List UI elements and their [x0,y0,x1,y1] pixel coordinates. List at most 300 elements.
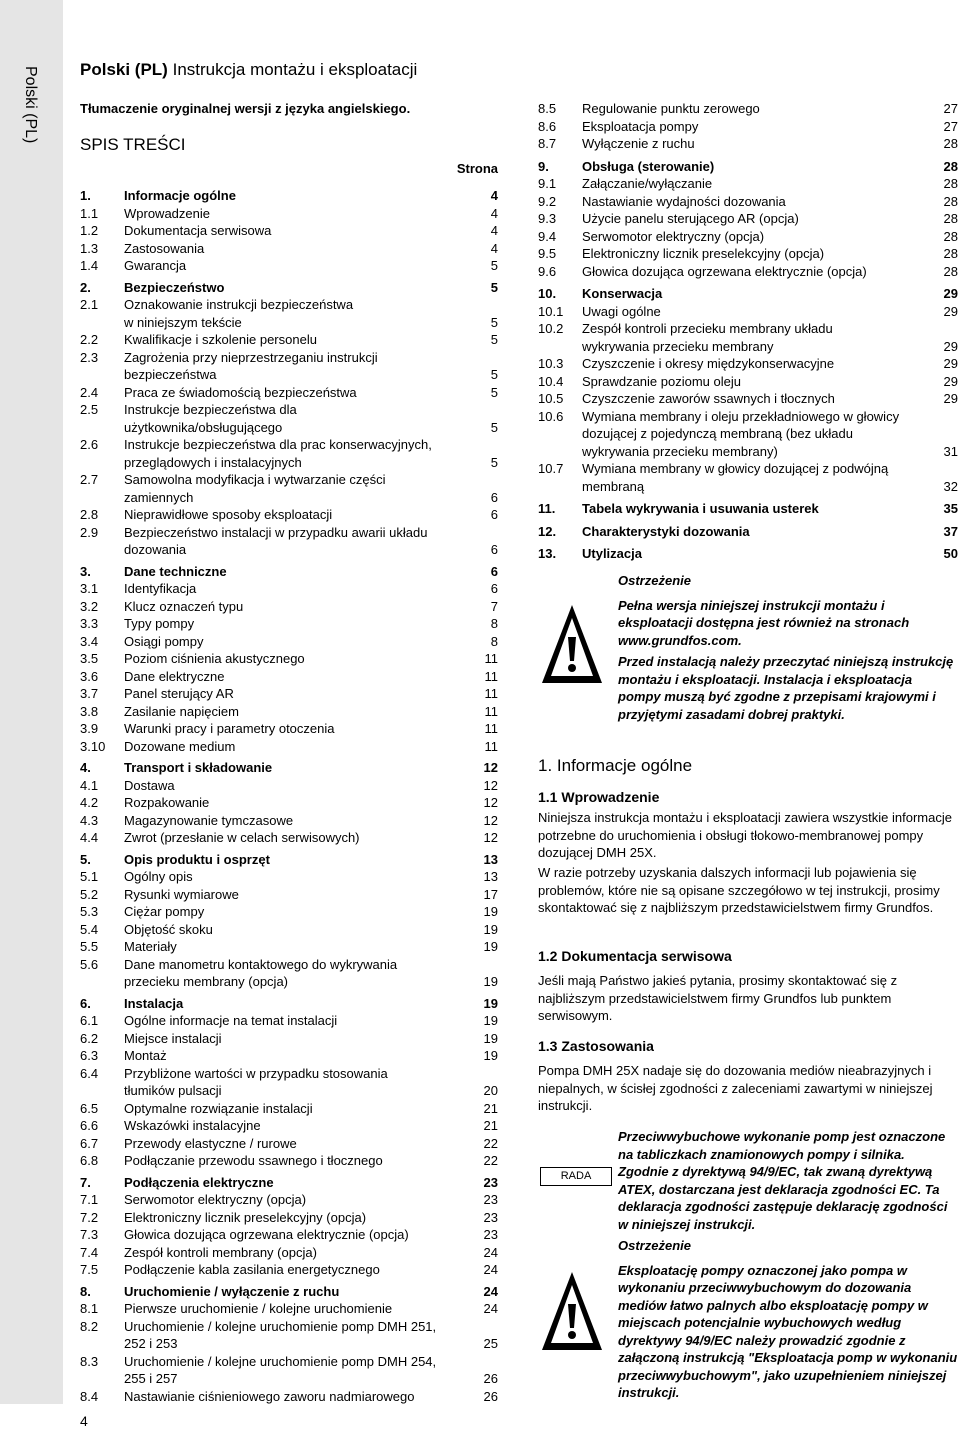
toc-entry-title: Typy pompy [124,616,195,631]
toc-entry-number: 9.3 [538,211,557,226]
toc-entry-number: 3. [80,563,91,579]
toc-entry-number: 12. [538,523,557,539]
toc-entry-page: 37 [943,523,958,539]
toc-entry-number: 6. [80,995,91,1011]
toc-entry-title: Rysunki wymiarowe [124,886,239,902]
toc-entry-page: 29 [943,286,958,301]
toc-entry-page: 11 [484,738,498,754]
toc-entry-number: 9.5 [538,246,557,261]
toc-entry-title: Instrukcje bezpieczeństwa dla użytkownika/obsługującego [124,402,297,435]
toc-entry-number: 9.6 [538,263,557,279]
toc-entry-page: 5 [490,332,498,347]
toc-entry-page: 11 [484,721,498,736]
toc-entry [80,580,498,598]
toc-entry-number: 3.6 [80,668,99,684]
toc-entry-number: 8.7 [538,136,557,151]
toc-entry-title: Eksploatacja pompy [582,118,699,134]
toc-entry-page: 5 [490,384,498,400]
toc-entry-title: Montaż [124,1048,167,1063]
toc-entry-number: 9.2 [538,193,557,209]
toc-entry-page: 12 [483,777,498,793]
toc-entry-title: Instrukcje bezpieczeństwa dla prac konserwacyjnych, przeglądowych i instalacyjnych [124,437,432,470]
toc-entry [80,1388,498,1406]
toc-entry-page: 11 [484,668,498,684]
toc-entry [80,222,498,240]
toc-entry [538,175,958,193]
toc-entry-page: 19 [483,1013,498,1028]
toc-entry-title: Informacje ogólne [124,188,236,203]
toc-entry-page: 29 [943,373,958,389]
toc-entry [80,349,498,384]
warning-label: Ostrzeżenie [618,573,691,588]
toc-entry-title: Serwomotor elektryczny (opcja) [124,1192,307,1207]
toc-entry [80,1012,498,1030]
toc-entry [538,373,958,391]
toc-entry-page: 35 [943,501,958,516]
toc-entry-title: Uruchomienie / kolejne uruchomienie pomp DMH 254, 255 i 257 [124,1353,437,1386]
toc-entry [80,1065,498,1100]
toc-entry [80,738,498,756]
toc-entry-number: 1.3 [80,240,99,256]
toc-section-entry [80,1283,498,1301]
toc-entry-number: 2. [80,279,91,295]
toc-entry-page: 12 [483,760,498,775]
toc-entry [80,703,498,721]
paragraph: Pompa DMH 25X nadaje się do dozowania mediów nieabrazyjnych i niepalnych, w ścisłej zgodności z zaleceniami zawartymi w niniejszej instrukcji. [538,1063,933,1113]
toc-entry-title: Wymiana membrany w głowicy dozującej z podwójną membraną [582,461,889,494]
toc-entry-title: Czyszczenie i okresy międzykonserwacyjne [582,356,835,371]
toc-entry-page: 24 [483,1244,498,1260]
toc-entry-title: Obsługa (sterowanie) [582,158,715,174]
toc-entry-number: 3.8 [80,703,99,719]
toc-entry [80,1353,498,1388]
toc-entry-title: Zagrożenia przy nieprzestrzeganiu instrukcji bezpieczeństwa [124,349,378,382]
toc-entry-title: Serwomotor elektryczny (opcja) [582,228,765,244]
toc-entry-page: 28 [943,176,958,191]
toc-entry-number: 11. [538,501,556,516]
toc-title: SPIS TREŚCI [80,135,186,154]
toc-entry [538,135,958,153]
toc-entry-page: 23 [483,1174,498,1190]
toc-entry-title: Instalacja [124,995,184,1011]
toc-entry-number: 2.2 [80,332,99,347]
section-heading: 1. Informacje ogólne [538,756,693,775]
warning-triangle-icon [540,1270,604,1352]
toc-entry-number: 6.8 [80,1153,99,1168]
toc-entry-title: Podłączanie przewodu ssawnego i tłocznego [124,1153,383,1168]
toc-entry-number: 7.1 [80,1192,99,1207]
toc-entry-page: 28 [943,211,958,226]
toc-entry-page: 29 [943,391,958,406]
toc-section-entry [80,759,498,777]
toc-entry-page: 23 [483,1227,498,1242]
toc-entry-title: Samowolna modyfikacja i wytwarzanie części zamiennych [124,472,386,505]
toc-entry-title: Kwalifikacje i szkolenie personelu [124,332,317,347]
toc-entry [80,921,498,939]
toc-entry [80,1117,498,1135]
toc-entry-title: Ogólne informacje na temat instalacji [124,1013,338,1028]
toc-entry-page: 5 [490,279,498,295]
toc-entry-title: Załączanie/wyłączanie [582,176,713,191]
toc-entry-page: 5 [490,314,498,330]
toc-entry-page: 19 [483,904,498,919]
toc-entry-title: Uwagi ogólne [582,303,661,319]
toc-entry-title: Optymalne rozwiązanie instalacji [124,1100,313,1116]
toc-entry-title: Utylizacja [582,546,642,561]
toc-entry [80,1244,498,1262]
toc-entry-title: Praca ze świadomością bezpieczeństwa [124,384,357,400]
toc-entry [80,471,498,506]
toc-left-column [80,183,498,1405]
toc-entry [538,263,958,281]
toc-entry-number: 2.4 [80,384,99,400]
toc-entry-title: Oznakowanie instrukcji bezpieczeństwa w niniejszym tekście [124,297,354,330]
toc-entry [538,408,958,461]
toc-entry-page: 11 [484,686,498,701]
toc-entry-number: 10.3 [538,356,564,371]
toc-entry [80,296,498,331]
toc-entry-page: 28 [943,158,958,174]
toc-entry [538,100,958,118]
toc-entry [80,650,498,668]
paragraph: W razie potrzeby uzyskania dalszych informacji lub pojawienia się problemów, które nie są opisane szczegółowo w tej instrukcji, prosimy skontaktować się z najbliższym przedstawicielstwem firmy Grundfos. [538,865,940,915]
toc-entry-title: Nieprawidłowe sposoby eksploatacji [124,507,333,522]
toc-entry-number: 3.10 [80,738,106,754]
toc-entry-title: Czyszczenie zaworów ssawnych i tłocznych [582,391,835,406]
toc-entry [538,303,958,321]
toc-entry [80,598,498,616]
toc-entry-number: 5.1 [80,869,99,884]
paragraph: Jeśli mają Państwo jakieś pytania, prosimy skontaktować się z najbliższym przedstawicielstwem firmy Grundfos lub punktem serwisowym. [538,973,898,1023]
toc-entry-number: 4.1 [80,777,99,793]
warning-block-1 [618,572,958,723]
toc-entry-number: 6.1 [80,1013,99,1028]
toc-entry-title: Wprowadzenie [124,205,210,221]
toc-entry-page: 4 [490,240,498,256]
toc-entry-number: 2.9 [80,524,99,540]
toc-entry-title: Wyłączenie z ruchu [582,136,695,151]
toc-entry-number: 3.3 [80,616,99,631]
toc-entry-title: Wymiana membrany i oleju przekładniowego w głowicy dozującej z pojedynczą membraną (bez układu wykrywania przecieku membrany) [582,408,900,459]
toc-entry-number: 8.1 [80,1301,99,1316]
toc-entry-title: Podłączenia elektryczne [124,1174,274,1190]
toc-entry-title: Dane elektryczne [124,668,225,684]
toc-entry-number: 10.1 [538,303,564,319]
toc-right-column [538,100,958,563]
toc-entry-page: 28 [943,263,958,279]
toc-entry-title: Zespół kontroli przecieku membrany układu wykrywania przecieku membrany [582,321,833,354]
toc-entry-number: 7.2 [80,1209,99,1225]
toc-entry-number: 8. [80,1283,91,1299]
toc-entry [538,245,958,263]
toc-entry-number: 2.5 [80,402,99,417]
toc-entry [80,524,498,559]
toc-entry-title: Opis produktu i osprzęt [124,851,270,867]
toc-entry [80,401,498,436]
toc-entry-title: Objętość skoku [124,921,213,937]
toc-entry-title: Głowica dozująca ogrzewana elektrycznie (opcja) [582,263,867,279]
toc-entry-title: Klucz oznaczeń typu [124,598,244,614]
toc-entry-title: Elektroniczny licznik preselekcyjny (opcja) [124,1209,367,1225]
toc-entry-number: 5.3 [80,904,99,919]
rada-label: RADA [540,1167,612,1186]
toc-entry-page: 23 [483,1192,498,1207]
toc-entry [80,1152,498,1170]
toc-entry [80,257,498,275]
toc-entry-number: 10.7 [538,461,564,476]
toc-entry-page: 24 [483,1262,498,1277]
toc-entry [80,331,498,349]
toc-entry-title: Głowica dozująca ogrzewana elektrycznie (opcja) [124,1227,409,1242]
toc-entry-number: 6.7 [80,1135,99,1151]
toc-entry-title: Materiały [124,939,177,954]
toc-entry-number: 3.9 [80,721,99,736]
toc-entry-page: 25 [483,1336,498,1351]
toc-entry [80,436,498,471]
toc-entry-page: 8 [490,633,498,649]
translation-note: Tłumaczenie oryginalnej wersji z języka angielskiego. [80,101,411,116]
toc-entry-title: Uruchomienie / wyłączenie z ruchu [124,1283,340,1299]
subsection-heading: 1.1 Wprowadzenie [538,789,660,805]
toc-entry [538,118,958,136]
toc-entry-number: 3.1 [80,581,99,596]
toc-entry-page: 29 [943,356,958,371]
toc-entry-page: 19 [483,921,498,937]
toc-entry-page: 4 [490,223,498,238]
toc-entry-title: Wskazówki instalacyjne [124,1118,261,1133]
toc-section-entry [80,563,498,581]
toc-entry-title: Tabela wykrywania i usuwania usterek [582,501,819,516]
side-tab-label: Polski (PL) [22,66,39,144]
header-title: Instrukcja montażu i eksploatacji [172,60,418,79]
toc-section-entry [80,187,498,205]
toc-entry-page: 27 [943,118,958,134]
toc-entry-number: 10.4 [538,373,564,389]
toc-entry-page: 29 [943,338,958,354]
toc-entry-page: 8 [490,616,498,631]
toc-entry-title: Dokumentacja serwisowa [124,223,272,238]
warning-text: Przed instalacją należy przeczytać niniejszą instrukcję montażu i eksploatacji. Instalacja i eksploatacja pompy muszą być zgodne z przepisami krajowymi i przyjętymi zasadami dobrej praktyki. [618,654,954,722]
toc-entry-title: Transport i składowanie [124,760,273,775]
toc-entry-title: Ciężar pompy [124,904,205,919]
toc-entry [80,205,498,223]
toc-entry [80,685,498,703]
toc-entry-title: Nastawianie wydajności dozowania [582,193,786,209]
toc-entry-title: Użycie panelu sterującego AR (opcja) [582,211,799,226]
toc-entry-page: 27 [943,101,958,116]
toc-entry-number: 1.2 [80,223,99,238]
toc-entry [538,460,958,495]
toc-entry [538,193,958,211]
toc-entry [80,903,498,921]
toc-entry-title: Magazynowanie tymczasowe [124,812,294,828]
toc-entry-page: 11 [484,703,498,719]
toc-entry-title: Zwrot (przesłanie w celach serwisowych) [124,830,360,845]
page-column-label: Strona [456,161,498,176]
rada-text: Przeciwwybuchowe wykonanie pomp jest oznaczone na tabliczkach znamionowych pompy i silnika. Zgodnie z dyrektywą 94/9/EC, tak zwaną dyrektywą ATEX, dostarczana jest deklaracja zgodności EC. Ta deklaracja zgodności zastępuje deklarację zgodności w niniejszej instrukcji. [618,1129,948,1232]
toc-entry-page: 6 [490,563,498,579]
toc-entry-title: Identyfikacja [124,581,197,596]
toc-entry [80,886,498,904]
toc-entry-title: Pierwsze uruchomienie / kolejne uruchomienie [124,1301,393,1316]
toc-entry [80,1191,498,1209]
toc-entry-title: Gwarancja [124,258,187,273]
toc-entry-page: 19 [483,1048,498,1063]
toc-entry [80,794,498,812]
toc-entry-title: Charakterystyki dozowania [582,523,750,539]
toc-entry-page: 6 [490,507,498,522]
toc-entry-page: 28 [943,228,958,244]
language-side-tab [0,0,63,1404]
toc-entry [80,1318,498,1353]
toc-entry-number: 6.6 [80,1118,99,1133]
toc-entry-page: 5 [490,367,498,382]
toc-section-entry [80,851,498,869]
toc-entry-page: 13 [483,869,498,884]
toc-entry [80,384,498,402]
toc-section-entry [538,158,958,176]
toc-section-entry [80,995,498,1013]
toc-entry-number: 9.4 [538,228,557,244]
toc-entry-number: 3.2 [80,598,99,614]
toc-entry [538,320,958,355]
toc-entry-number: 2.7 [80,472,99,487]
toc-entry-page: 28 [943,136,958,151]
toc-entry-number: 6.4 [80,1065,99,1081]
toc-entry-title: Uruchomienie / kolejne uruchomienie pomp DMH 251, 252 i 253 [124,1318,437,1351]
warning-text: Eksploatację pompy oznaczonej jako pompa w wykonaniu przeciwwybuchowym do dozowania mediów łatwo palnych albo eksploatację pompy w miejscach potencjalnie wybuchowych według dyrektywy 94/9/EC należy prowadzić zgodnie z załączoną instrukcją "Eksploatacja pomp w wykonaniu przeciwwybuchowym", jako uzupełnieniem niniejszej instrukcji. [618,1262,958,1400]
toc-entry-title: Zastosowania [124,240,205,256]
toc-entry-number: 10.2 [538,321,564,336]
paragraph: Niniejsza instrukcja montażu i eksploatacji zawiera wszystkie informacje potrzebne do uruchomienia i obsługi tłokowo-membranowej pompy dozującej DMH 25X. [538,810,952,860]
toc-entry-title: Regulowanie punktu zerowego [582,101,760,116]
warning-block-2 [618,1237,958,1402]
toc-entry-number: 5.6 [80,956,99,972]
toc-entry-title: Panel sterujący AR [124,686,234,701]
toc-entry [80,829,498,847]
toc-entry-number: 2.6 [80,437,99,452]
toc-entry-page: 26 [483,1371,498,1386]
toc-entry-page: 13 [483,851,498,867]
toc-entry-title: Osiągi pompy [124,633,204,649]
toc-entry [80,720,498,738]
toc-entry-page: 5 [490,258,498,273]
toc-entry-number: 2.8 [80,507,99,522]
toc-entry [80,615,498,633]
toc-entry-page: 5 [490,454,498,470]
toc-entry-title: Bezpieczeństwo [124,279,225,295]
toc-section-entry [538,523,958,541]
toc-entry-title: Dozowane medium [124,738,236,754]
toc-entry [80,868,498,886]
page-number: 4 [80,1413,88,1429]
toc-entry-number: 1. [80,188,91,203]
toc-entry [80,1135,498,1153]
toc-entry-page: 26 [483,1388,498,1404]
toc-entry-number: 2.1 [80,297,99,312]
toc-entry-page: 19 [483,995,498,1011]
toc-entry-number: 1.4 [80,258,99,273]
toc-entry-title: Warunki pracy i parametry otoczenia [124,721,335,736]
toc-entry-title: Zasilanie napięciem [124,703,239,719]
toc-entry-title: Przewody elastyczne / rurowe [124,1135,297,1151]
toc-entry-page: 23 [483,1209,498,1225]
toc-entry [538,390,958,408]
toc-entry-number: 10.6 [538,408,564,424]
toc-section-entry [538,500,958,518]
toc-entry-title: Bezpieczeństwo instalacji w przypadku awarii układu dozowania [124,524,428,557]
toc-entry [80,1300,498,1318]
toc-entry-number: 6.5 [80,1100,99,1116]
toc-entry-title: Konserwacja [582,286,663,301]
toc-entry-page: 32 [943,478,958,494]
toc-entry-number: 3.5 [80,651,99,666]
subsection-heading: 1.2 Dokumentacja serwisowa [538,948,732,964]
toc-entry-page: 22 [483,1153,498,1168]
toc-entry-page: 12 [483,812,498,828]
toc-entry-number: 5.2 [80,886,99,902]
toc-entry-number: 5.5 [80,939,99,954]
toc-entry-number: 7. [80,1174,91,1190]
toc-entry-number: 4.2 [80,795,99,810]
toc-entry [538,355,958,373]
toc-entry [80,506,498,524]
toc-entry-page: 31 [943,443,958,459]
toc-entry-title: Dostawa [124,777,175,793]
toc-entry-number: 10. [538,286,557,301]
toc-entry-title: Zespół kontroli membrany (opcja) [124,1244,317,1260]
toc-entry-number: 9.1 [538,176,557,191]
toc-entry-title: Przybliżone wartości w przypadku stosowania tłumików pulsacji [124,1065,388,1098]
toc-section-entry [80,279,498,297]
toc-entry-title: Podłączenie kabla zasilania energetycznego [124,1262,380,1277]
toc-entry [80,633,498,651]
toc-entry-page: 17 [483,886,498,902]
toc-entry-number: 8.6 [538,118,557,134]
toc-entry-title: Dane manometru kontaktowego do wykrywania przecieku membrany (opcja) [124,956,398,989]
toc-entry-number: 8.5 [538,101,557,116]
warning-triangle-icon [540,603,604,685]
toc-section-entry [538,285,958,303]
toc-entry-page: 22 [483,1135,498,1151]
toc-entry-page: 12 [483,795,498,810]
header-language: Polski (PL) [80,60,168,79]
toc-entry [538,228,958,246]
toc-entry-number: 7.5 [80,1262,99,1277]
toc-entry-number: 2.3 [80,349,99,365]
toc-entry-page: 12 [483,830,498,845]
toc-entry-title: Rozpakowanie [124,795,210,810]
toc-entry [80,956,498,991]
toc-entry-title: Sprawdzanie poziomu oleju [582,373,741,389]
toc-entry-page: 4 [490,205,498,221]
toc-entry-number: 5.4 [80,921,99,937]
toc-entry [80,812,498,830]
toc-entry-page: 21 [483,1118,498,1133]
toc-entry-number: 3.4 [80,633,99,649]
toc-entry-page: 4 [490,188,498,203]
toc-section-entry [80,1174,498,1192]
toc-entry-page: 6 [490,489,498,505]
toc-entry-page: 50 [943,546,958,561]
warning-label: Ostrzeżenie [618,1238,691,1253]
toc-entry-number: 5. [80,851,91,867]
toc-entry-number: 8.3 [80,1353,99,1369]
toc-entry-number: 6.2 [80,1030,99,1046]
toc-entry-page: 24 [483,1283,498,1299]
toc-entry-number: 13. [538,546,557,561]
toc-entry-number: 8.4 [80,1388,99,1404]
